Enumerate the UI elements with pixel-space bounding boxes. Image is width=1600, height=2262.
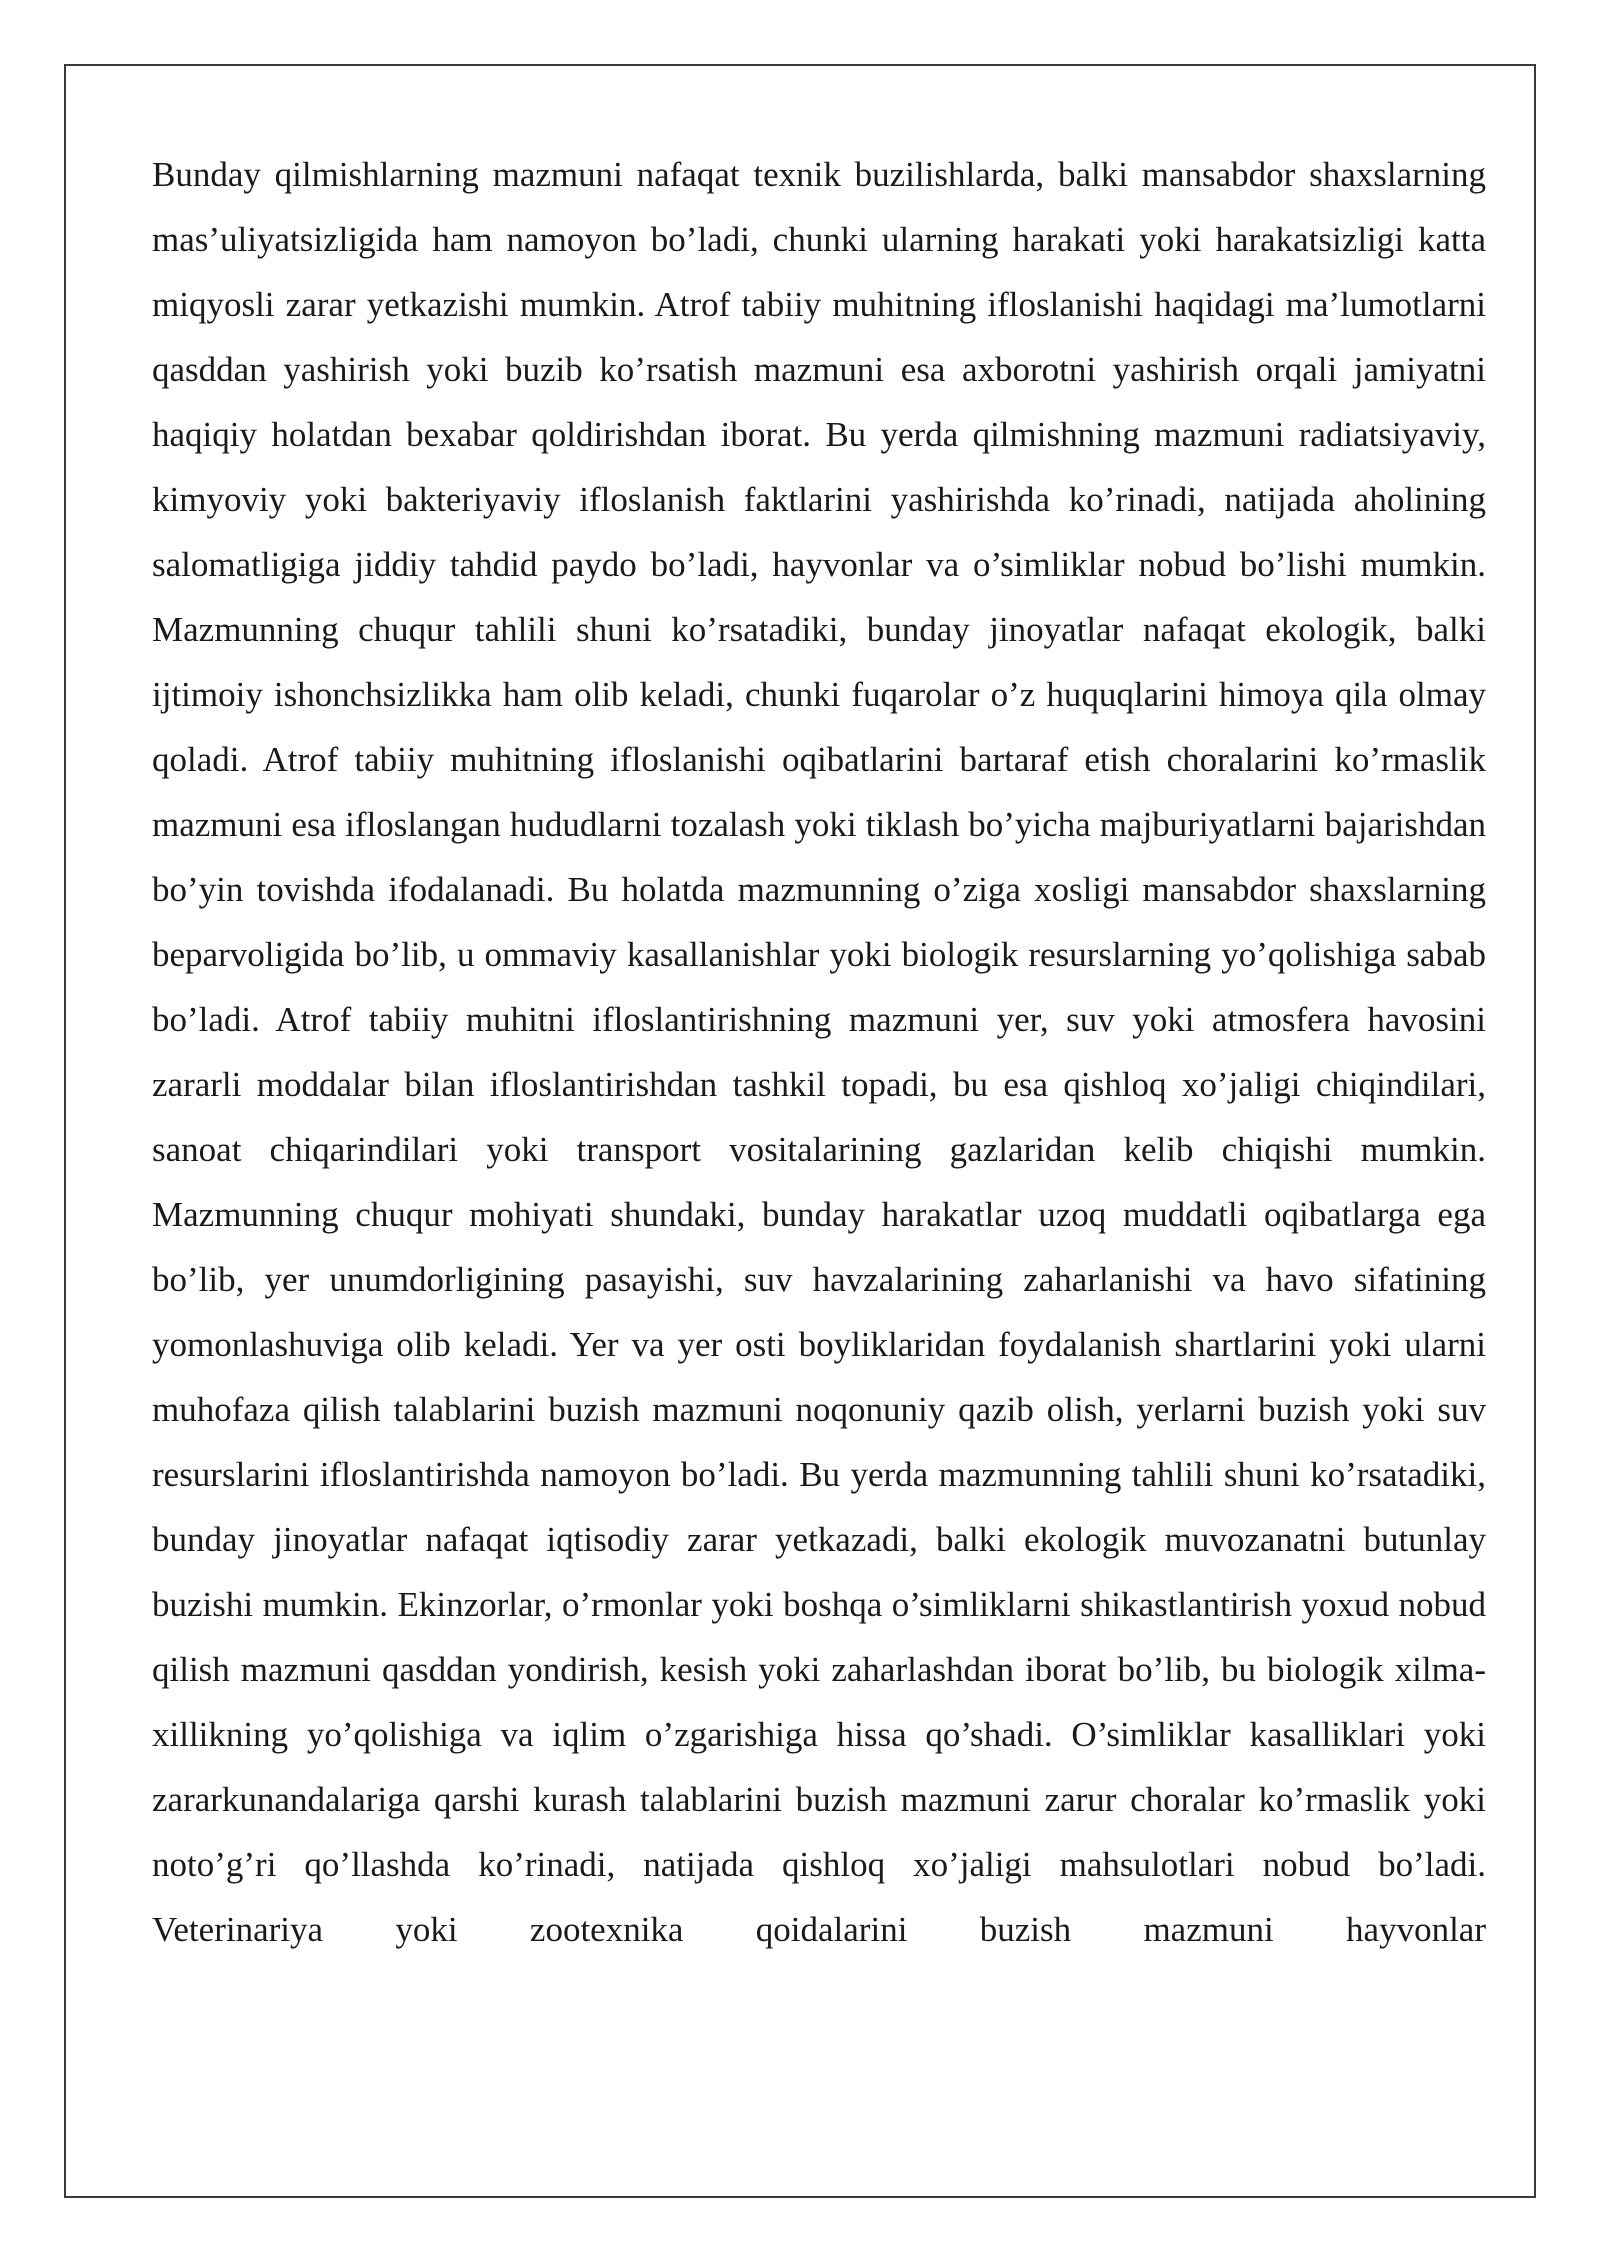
body-paragraph: Bunday qilmishlarning mazmuni nafaqat texnik buzilishlarda, balki mansabdor shaxslarning mas’uliyatsizligida ham namoyon bo’ladi, chunki ularning harakati yoki harakatsizligi katta miqyosli zarar yetkazishi mumkin. Atrof tabiiy muhitning ifloslanishi haqidagi ma’lumotlarni qasddan yashirish yoki buzib ko’rsatish mazmuni esa axborotni yashirish orqali jamiyatni haqiqiy holatdan bexabar qoldirishdan iborat. Bu yerda qilmishning mazmuni radiatsiyaviy, kimyoviy yoki bakteriyaviy ifloslanish faktlarini yashirishda ko’rinadi, natijada aholining salomatligiga jiddiy tahdid paydo bo’ladi, hayvonlar va o’simliklar nobud bo’lishi mumkin. Mazmunning chuqur tahlili shuni ko’rsatadiki, bunday jinoyatlar nafaqat ekologik, balki ijtimoiy ishonchsizlikka ham olib keladi, chunki fuqarolar o’z huquqlarini himoya qila olmay qoladi. Atrof tabiiy muhitning ifloslanishi oqibatlarini bartaraf etish choralarini ko’rmaslik mazmuni esa ifloslangan hududlarni tozalash yoki tiklash bo’yicha majburiyatlarni bajarishdan bo’yin tovishda ifodalanadi. Bu holatda mazmunning o’ziga xosligi mansabdor shaxslarning beparvoligida bo’lib, u ommaviy kasallanishlar yoki biologik resurslarning yo’qolishiga sabab bo’ladi. Atrof tabiiy muhitni ifloslantirishning mazmuni yer, suv yoki atmosfera havosini zararli moddalar bilan ifloslantirishdan tashkil topadi, bu esa qishloq xo’jaligi chiqindilari, sanoat chiqarindilari yoki transport vositalarining gazlaridan kelib chiqishi mumkin. Mazmunning chuqur mohiyati shundaki, bunday harakatlar uzoq muddatli oqibatlarga ega bo’lib, yer unumdorligining pasayishi, suv havzalarining zaharlanishi va havo sifatining yomonlashuviga olib keladi. Yer va yer osti boyliklaridan foydalanish shartlarini yoki ularni muhofaza qilish talablarini buzish mazmuni noqonuniy qazib olish, yerlarni buzish yoki suv resurslarini ifloslantirishda namoyon bo’ladi. Bu yerda mazmunning tahlili shuni ko’rsatadiki, bunday jinoyatlar nafaqat iqtisodiy zarar yetkazadi, balki ekologik muvozanatni butunlay buzishi mumkin. Ekinzorlar, o’rmonlar yoki boshqa o’simliklarni shikastlantirish yoxud nobud qilish mazmuni qasddan yondirish, kesish yoki zaharlashdan iborat bo’lib, bu biologik xilma-xillikning yo’qolishiga va iqlim o’zgarishiga hissa qo’shadi. O’simliklar kasalliklari yoki zararkunandalariga qarshi kurash talablarini buzish mazmuni zarur choralar ko’rmaslik yoki noto’g’ri qo’llashda ko’rinadi, natijada qishloq xo’jaligi mahsulotlari nobud bo’ladi. Veterinariya yoki zootexnika qoidalarini buzish mazmuni hayvonlar	[152, 155, 1486, 1949]
document-body	[152, 142, 1486, 1962]
